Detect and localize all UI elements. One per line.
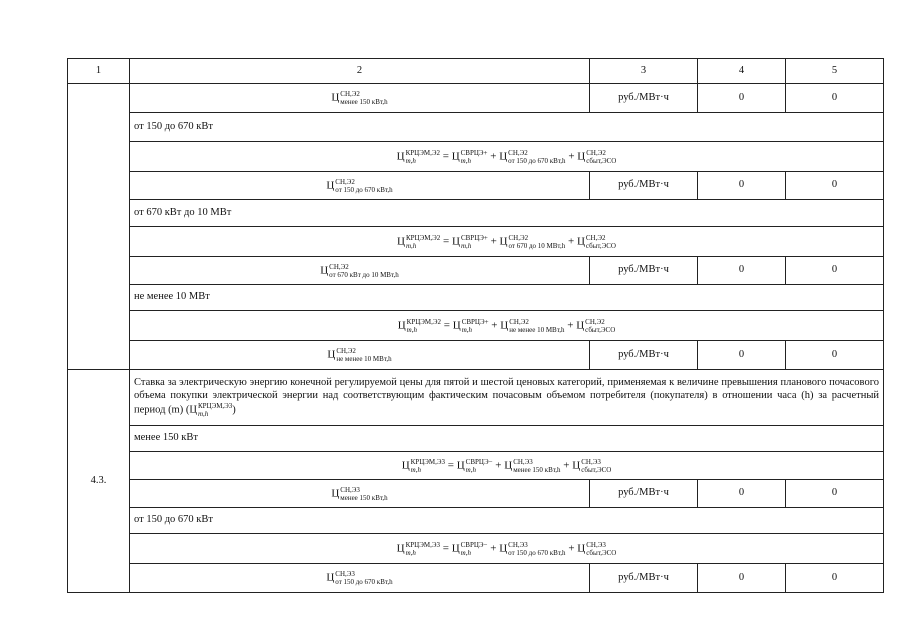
header-col-5: 5 xyxy=(786,59,884,84)
value-symbol-cell: Ц СН,Э2 менее 150 кВт,h xyxy=(130,84,590,113)
table-row xyxy=(68,84,884,113)
value-cell-4: 0 xyxy=(698,172,786,200)
value-symbol-cell: Ц СН,Э2 от 150 до 670 кВт,h xyxy=(130,172,590,200)
unit-cell: руб./МВт·ч xyxy=(590,257,698,285)
value-cell-4: 0 xyxy=(698,564,786,593)
group-title: от 670 кВт до 10 МВт xyxy=(130,200,884,227)
row-number-cell-empty xyxy=(68,84,130,370)
table-row xyxy=(68,142,884,172)
value-cell-5: 0 xyxy=(786,341,884,370)
formula-cell: Ц КРЦЭМ,Э3 m,h = Ц СВРЦЭ− m,h + Ц СН,Э3 менее 150 кВт,h + Ц СН,Э3 сбыт,ЭСО xyxy=(130,452,884,480)
unit-cell: руб./МВт·ч xyxy=(590,172,698,200)
value-symbol-cell: Ц СН,Э2 не менее 10 МВт,h xyxy=(130,341,590,370)
table-row xyxy=(68,370,884,426)
table-header-row xyxy=(68,59,884,84)
unit-cell: руб./МВт·ч xyxy=(590,480,698,508)
value-cell-5: 0 xyxy=(786,564,884,593)
formula-cell: Ц КРЦЭМ,Э2 m,h = Ц СВРЦЭ+ m,h + Ц СН,Э2 от 150 до 670 кВт,h + Ц СН,Э2 сбыт,ЭСО xyxy=(130,142,884,172)
table-row xyxy=(68,285,884,311)
unit-cell: руб./МВт·ч xyxy=(590,341,698,370)
table-row xyxy=(68,200,884,227)
formula-cell: Ц КРЦЭМ,Э2 m,h = Ц СВРЦЭ+ m,h + Ц СН,Э2 не менее 10 МВт,h + Ц СН,Э2 сбыт,ЭСО xyxy=(130,311,884,341)
value-cell-4: 0 xyxy=(698,480,786,508)
value-symbol-cell: Ц СН,Э2 от 670 кВт до 10 МВт,h xyxy=(130,257,590,285)
value-cell-4: 0 xyxy=(698,341,786,370)
table-row xyxy=(68,172,884,200)
value-symbol-cell: Ц СН,Э3 от 150 до 670 кВт,h xyxy=(130,564,590,593)
value-cell-4: 0 xyxy=(698,257,786,285)
table-row xyxy=(68,508,884,534)
table-row xyxy=(68,113,884,142)
section-number: 4.3. xyxy=(68,370,130,593)
table-row xyxy=(68,341,884,370)
value-symbol-cell: Ц СН,Э3 менее 150 кВт,h xyxy=(130,480,590,508)
formula-cell: Ц КРЦЭМ,Э2 m,h = Ц СВРЦЭ+ m,h + Ц СН,Э2 от 670 до 10 МВт,h + Ц СН,Э2 сбыт,ЭСО xyxy=(130,227,884,257)
table-row xyxy=(68,257,884,285)
formula-cell: Ц КРЦЭМ,Э3 m,h = Ц СВРЦЭ− m,h + Ц СН,Э3 от 150 до 670 кВт,h + Ц СН,Э3 сбыт,ЭСО xyxy=(130,534,884,564)
unit-cell: руб./МВт·ч xyxy=(590,84,698,113)
table-row xyxy=(68,426,884,452)
section-description: Ставка за электрическую энергию конечной регулируемой цены для пятой и шестой ценовых категорий, применяемая к величине превышения планового почасового объема покупки электрической энергии над соответствующим фактическим почасовым объемом потребителя (покупателя) в отношении часа (h) за расчетный период (m) (Ц КРЦЭМ,Э3 m,h ) xyxy=(130,370,884,426)
group-title: менее 150 кВт xyxy=(130,426,884,452)
value-cell-5: 0 xyxy=(786,172,884,200)
header-col-4: 4 xyxy=(698,59,786,84)
header-col-1: 1 xyxy=(68,59,130,84)
value-cell-5: 0 xyxy=(786,257,884,285)
group-title: от 150 до 670 кВт xyxy=(130,113,884,142)
table-row xyxy=(68,534,884,564)
unit-cell: руб./МВт·ч xyxy=(590,564,698,593)
table-row xyxy=(68,227,884,257)
group-title: от 150 до 670 кВт xyxy=(130,508,884,534)
group-title: не менее 10 МВт xyxy=(130,285,884,311)
value-cell-5: 0 xyxy=(786,84,884,113)
table-row xyxy=(68,564,884,593)
table-row xyxy=(68,480,884,508)
table-row xyxy=(68,311,884,341)
value-cell-4: 0 xyxy=(698,84,786,113)
tariff-table xyxy=(67,58,884,593)
value-cell-5: 0 xyxy=(786,480,884,508)
header-col-3: 3 xyxy=(590,59,698,84)
header-col-2: 2 xyxy=(130,59,590,84)
table-row xyxy=(68,452,884,480)
